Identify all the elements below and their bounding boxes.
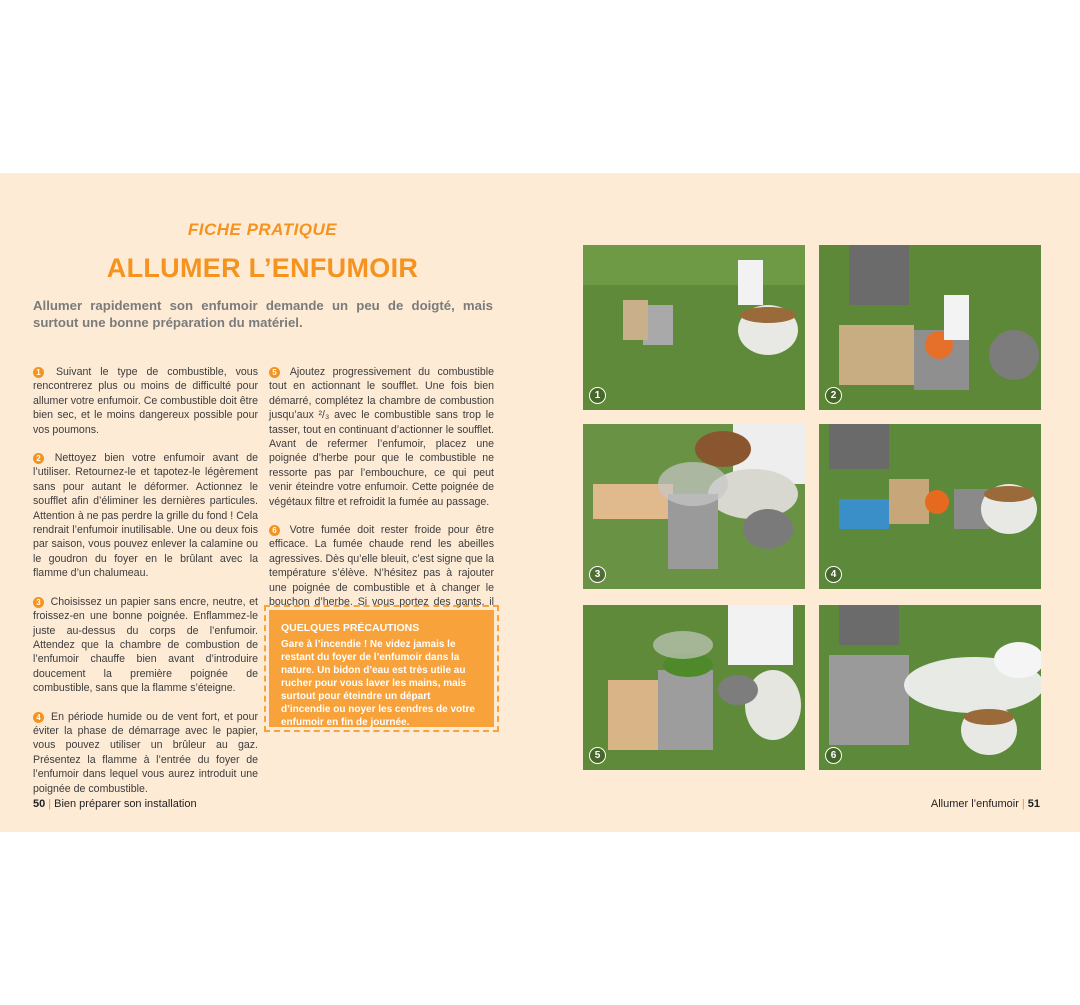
photo-number: 5 xyxy=(589,747,606,764)
page-number-left: 50 xyxy=(33,798,46,810)
step-text: Suivant le type de combustible, vous rencontrerez plus ou moins de difficulté pour allumer votre enfumoir. Ce combustible doit être bien sec, et le moins dangereux possible pour vos poumons. xyxy=(33,366,258,436)
photo-number: 6 xyxy=(825,747,842,764)
step-number: 3 xyxy=(33,597,44,608)
photo-image xyxy=(583,605,805,770)
intro-paragraph: Allumer rapidement son enfumoir demande un peu de doigté, mais surtout une bonne préparation du matériel. xyxy=(33,298,493,330)
photo-number: 2 xyxy=(825,387,842,404)
step-number: 2 xyxy=(33,453,44,464)
page-title: ALLUMER L’ENFUMOIR xyxy=(106,253,419,283)
step-paragraph xyxy=(269,523,494,624)
step-paragraph xyxy=(269,365,494,509)
step-photo-5 xyxy=(583,605,805,770)
footer-separator: | xyxy=(48,798,52,810)
text-column-left xyxy=(33,365,258,810)
step-photo-1 xyxy=(583,245,805,410)
book-spread xyxy=(0,173,1080,832)
photo-number: 1 xyxy=(589,387,606,404)
section-kicker: FICHE PRATIQUE xyxy=(187,220,338,239)
page-number-right: 51 xyxy=(1027,798,1040,810)
step-text: Nettoyez bien votre enfumoir avant de l’utiliser. Retournez-le et tapotez-le légèrement sans pour autant le déformer. Actionnez le soufflet afin d’éliminer les dernières particules. Attention à ne pas perdre la grille du fond ! Cela rendrait l’enfumoir inutilisable. Une ou deux fois par saison, vous pouvez enlever la calamine ou le goudron du foyer en le brûlant avec la flamme d’un chalumeau. xyxy=(33,452,258,580)
precautions-text: Gare à l’incendie ! Ne videz jamais le restant du foyer de l’enfumoir dans la nature. Un bidon d’eau est très utile au rucher pour vous laver les mains, mais surtout pour éteindre un départ d’incendie ou noyer les cendres de votre enfumoir en fin de journée. xyxy=(281,639,475,728)
step-photo-4 xyxy=(819,424,1041,589)
step-paragraph xyxy=(33,710,258,796)
photo-number: 3 xyxy=(589,566,606,583)
footer-right-text: Allumer l’enfumoir xyxy=(930,798,1019,810)
photo-image xyxy=(583,424,805,589)
step-paragraph xyxy=(33,451,258,581)
step-number: 5 xyxy=(269,367,280,378)
text-column-right xyxy=(269,365,494,638)
step-text: Ajoutez progressivement du combustible tout en actionnant le soufflet. Une fois bien démarré, complétez la chambre de combustion jusqu’aux ²/₃ avec le combustible sans trop le tasser, tout en continuant d’actionner le soufflet. Avant de refermer l’enfumoir, placez une poignée d’herbe pour que le combustible ne ressorte pas par l’embouchure, ce qui peut venir éteindre votre enfumoir. Cette poignée de végétaux filtre et refroidit la fumée au passage. xyxy=(269,366,494,508)
step-paragraph xyxy=(33,595,258,696)
photo-image xyxy=(583,245,805,410)
photo-image xyxy=(819,605,1041,770)
step-number: 6 xyxy=(269,525,280,536)
footer-separator: | xyxy=(1021,798,1025,810)
step-paragraph xyxy=(33,365,258,437)
step-text: En période humide ou de vent fort, et pour éviter la phase de démarrage avec le papier, vous pouvez utiliser un brûleur au gaz. Présentez la flamme à l’entrée du foyer de l’enfumoir dans lequel vous aurez introduit une poignée de combustible. xyxy=(33,710,258,795)
step-photo-6 xyxy=(819,605,1041,770)
precautions-box xyxy=(269,610,494,727)
step-number: 4 xyxy=(33,712,44,723)
step-photo-3 xyxy=(583,424,805,589)
photo-image xyxy=(819,245,1041,410)
photo-number: 4 xyxy=(825,566,842,583)
precautions-title: QUELQUES PRÉCAUTIONS xyxy=(281,622,420,634)
footer-left-text: Bien préparer son installation xyxy=(54,798,197,810)
footer-right xyxy=(931,798,1040,810)
step-text: Votre fumée doit rester froide pour être efficace. La fumée chaude rend les abeilles agressives. Dès qu’elle bleuit, c’est signe que la température s’élève. N’hésitez pas à rajouter une poignée de combustible et à changer le bouchon d’herbe. Si vous portez des gants, il xyxy=(269,524,494,609)
step-text: Choisissez un papier sans encre, neutre, et froissez-en une bonne poignée. Enflammez-le juste au-dessus du corps de l’enfumoir. Attendez que la chambre de combustion de l’enfumoir chauffe bien avant d’introduire doucement la première poignée de combustible, sans que la flamme s’éteigne. xyxy=(33,595,258,695)
footer-left xyxy=(33,798,197,810)
step-number: 1 xyxy=(33,367,44,378)
photo-image xyxy=(819,424,1041,589)
step-photo-2 xyxy=(819,245,1041,410)
